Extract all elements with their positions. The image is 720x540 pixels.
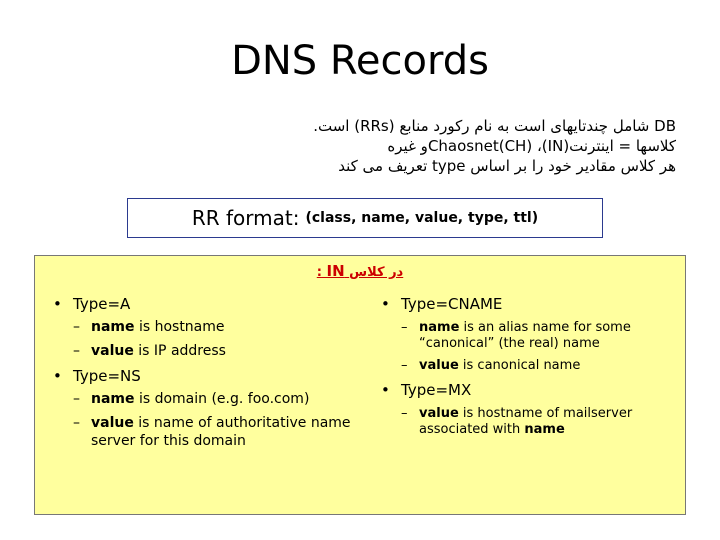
intro-text: [76, 116, 676, 176]
type-cname-name-item: – name is an alias name for some “canonical” (the real) name: [401, 320, 631, 351]
in-class-header: [35, 262, 685, 280]
type-a-name-item: – name is hostname: [73, 319, 225, 335]
in-class-panel: [34, 255, 686, 515]
type-a-bullet: • Type=A: [51, 294, 371, 314]
in-class-header-prefix: در کلاس: [349, 265, 404, 280]
intro-line-1: DB شامل چندتایهای است به نام رکورد منابع (RRs) است.: [313, 117, 676, 135]
rr-format-fields: (class, name, value, type, ttl): [305, 210, 539, 226]
type-ns-value-item: – value is name of authoritative name server for this domain: [73, 415, 351, 449]
type-mx-value-item: – value is hostname of mailserver associated with name: [401, 406, 633, 437]
type-a-value-item: – value is IP address: [73, 343, 226, 359]
intro-line-3: هر کلاس مقادیر خود را بر اساس type تعریف می کند: [338, 157, 676, 175]
type-ns-name-item: – name is domain (e.g. foo.com): [73, 391, 310, 407]
type-cname-bullet: • Type=CNAME: [379, 294, 679, 314]
in-class-header-in: IN: [326, 262, 345, 280]
type-mx-bullet: • Type=MX: [379, 380, 679, 400]
rr-format-label: RR format:: [191, 206, 300, 230]
type-ns-bullet: • Type=NS: [51, 366, 371, 386]
intro-line-2: کلاسها = اینترنت(IN)، Chaosnet(CH)و غیره: [387, 137, 676, 155]
in-class-header-suffix: :: [316, 265, 322, 280]
rr-format-box: [127, 198, 603, 238]
page-title: DNS Records: [231, 38, 489, 84]
type-cname-value-item: – value is canonical name: [401, 358, 581, 373]
right-column: [379, 294, 679, 444]
left-column: [51, 294, 371, 456]
